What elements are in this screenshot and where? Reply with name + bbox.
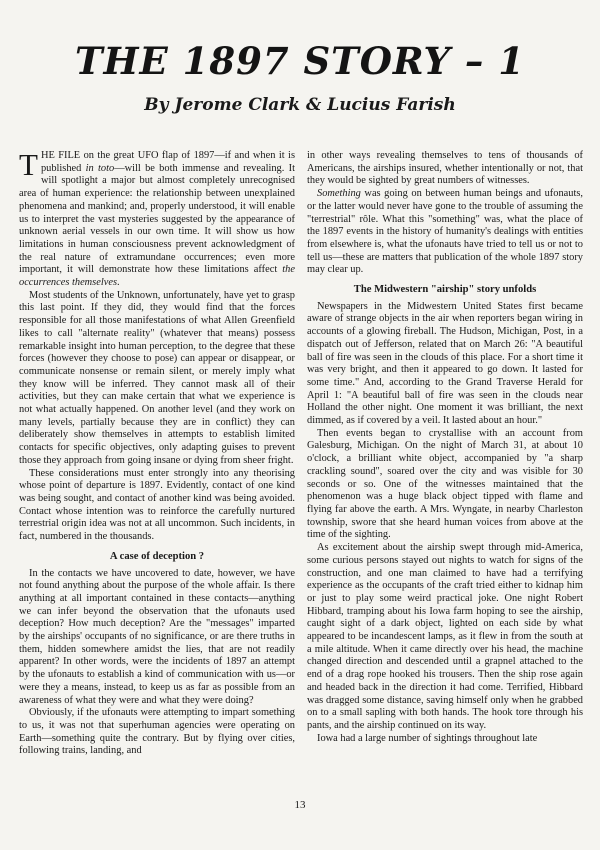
paragraph: As excitement about the airship swept through mid-America, some curious persons stayed out nights to watch for signs of the construction, and one man claimed to have had a terrifying experience as the occupants of the craft tried either to kidnap him or just to play some weird practical joke. One night Robert Hibbard, tramping about his Iowa farm hoping to see the airship, caught sight of a dark object, lighted on each side by what appeared to be incandescent lamps, as it flew in from the south at a mile altitude. When it came directly over his head, the machine changed direction and descended until a grapnel attached to the end of a drag rope hooked his trousers. Then the ship rose again and headed back in the direction it had come. Terrified, Hibbard was dragged some distance, saving himself only when he grabbed on to a small sapling with both hands. The hook tore through his pants, and the airship continued on its way. — [307, 542, 583, 731]
article-byline: By Jerome Clark & Lucius Farish — [144, 95, 456, 115]
right-column — [307, 150, 583, 745]
paragraph: Newspapers in the Midwestern United States first became aware of strange objects in the air when reporters began wiring in accounts of a glowing fireball. The Hudson, Michigan, Post, in a dispatch out of Jefferson, related that on March 26: "A beautiful ball of fire was seen in the clouds of this place. For a short time it was very bright, and then it appeared to go down. It lasted for some time." And, according to the Grand Traverse Herald for April 1: "A beautiful ball of fire was seen in the clouds near Holland the other night. One moment it was brilliant, the next dimmed, as if covered by a veil. It lasted about an hour." — [307, 300, 583, 427]
paragraph-intro: THE FILE on the great UFO flap of 1897—if and when it is published in toto—will be both immense and revealing. It will spotlight a major but almost completely unrecognised area of human experience: the relationship between unexplained phenomena and mankind; and, properly understood, it will enable us to interpret the vast mysteries suggested by the appearance of unknown aerial vessels in our own time. It will show us how limitations in human consciousness prevent acknowledgment of the real nature of extramundane occurrences; even more important, it will demonstrate how these limitations affect the occurrences themselves. — [19, 147, 295, 289]
drop-cap: T — [19, 147, 38, 182]
left-column — [19, 147, 295, 758]
section-heading: A case of deception ? — [109, 550, 205, 562]
paragraph: in other ways revealing themselves to tens of thousands of Americans, the airships insured, whether intentionally or not, that they would be sighted by great numbers of witnesses. — [307, 150, 583, 187]
page-number: 13 — [294, 799, 306, 811]
paragraph: These considerations must enter strongly into any theorising whose point of departure is 1897. Evidently, contact of one kind was being sought, and contact of another kind was being avoided. Contact whose intention was to reinforce the carefully nurtured terrestrial origin idea was not at all uncommon. Such incidents, in fact, numbered in the thousands. — [19, 467, 295, 543]
paragraph: Something was going on between human beings and ufonauts, or the latter would never have gone to the trouble of assuming the "terrestrial" rôle. What this "something" was, what the place of the 1897 events in the history of humanity's dealings with entities from elsewhere is, what the ufonauts have tried to tell us or not to tell us—these are matters that publication of the whole 1897 story may clear up. — [307, 188, 583, 276]
article-title: THE 1897 STORY – 1 — [75, 39, 525, 83]
paragraph: Obviously, if the ufonauts were attempting to impart something to us, it was not that superhuman agencies were operating on Earth—something quite the contrary. But by flying over cities, following trains, landing, and — [19, 707, 295, 757]
section-heading: The Midwestern "airship" story unfolds — [353, 284, 537, 296]
paragraph: Then events began to crystallise with an account from Galesburg, Michigan. On the night of March 31, at about 10 o'clock, a brilliant white object, accompanied by "a sharp crackling sound", soared over the city and was visible for 30 seconds or so. One of the witnesses maintained that the phenomenon was a huge black object tipped with flame and flying far above the earth. A Mrs. Wyngate, in nearby Charleston township, swore that she heard human voices from above at the time of the sighting. — [307, 427, 583, 541]
intro-caps: HE FILE — [40, 150, 81, 161]
paragraph: In the contacts we have uncovered to date, however, we have not found anything about the purpose of the whole affair. Is there anything at all important contained in these contacts—anything we can infer beyond the observation that the ufonauts used deception? How much deception? Are the "messages" imparted by the airships' occupants of no significance, or are there truths in them, hidden somewhere amidst the lies, that are not readily apparent? In other words, were the incidents of 1897 an attempt by the ufonauts to establish a kind of communication with us—or were they a means, instead, to keep us as far as possible from an awareness of what they were and what they were doing? — [19, 567, 295, 706]
paragraph: Iowa had a large number of sightings throughout late — [317, 732, 538, 744]
paragraph: Most students of the Unknown, unfortunately, have yet to grasp this last point. If they did, they would find that the forces responsible for all those manifestations of what Allen Greenfield likes to call "alternate reality" (whatever that means) possess remarkable insight into human perception, to the degree that these forces (however they choose to pose) can appear or disappear, or communicate nonsense or remain silent, or merely imply what they know will be inferred. They cannot mask all of their activities, but they can make certain that what we experience is not what actually happened. On another level (and they work on many levels, partially because they are in conflict) they can deliberately show themselves in attempts to establish limited contacts for specific objectives, only adapting guises to prevent those they approach from going insane or dying from sheer fright. — [19, 289, 295, 466]
